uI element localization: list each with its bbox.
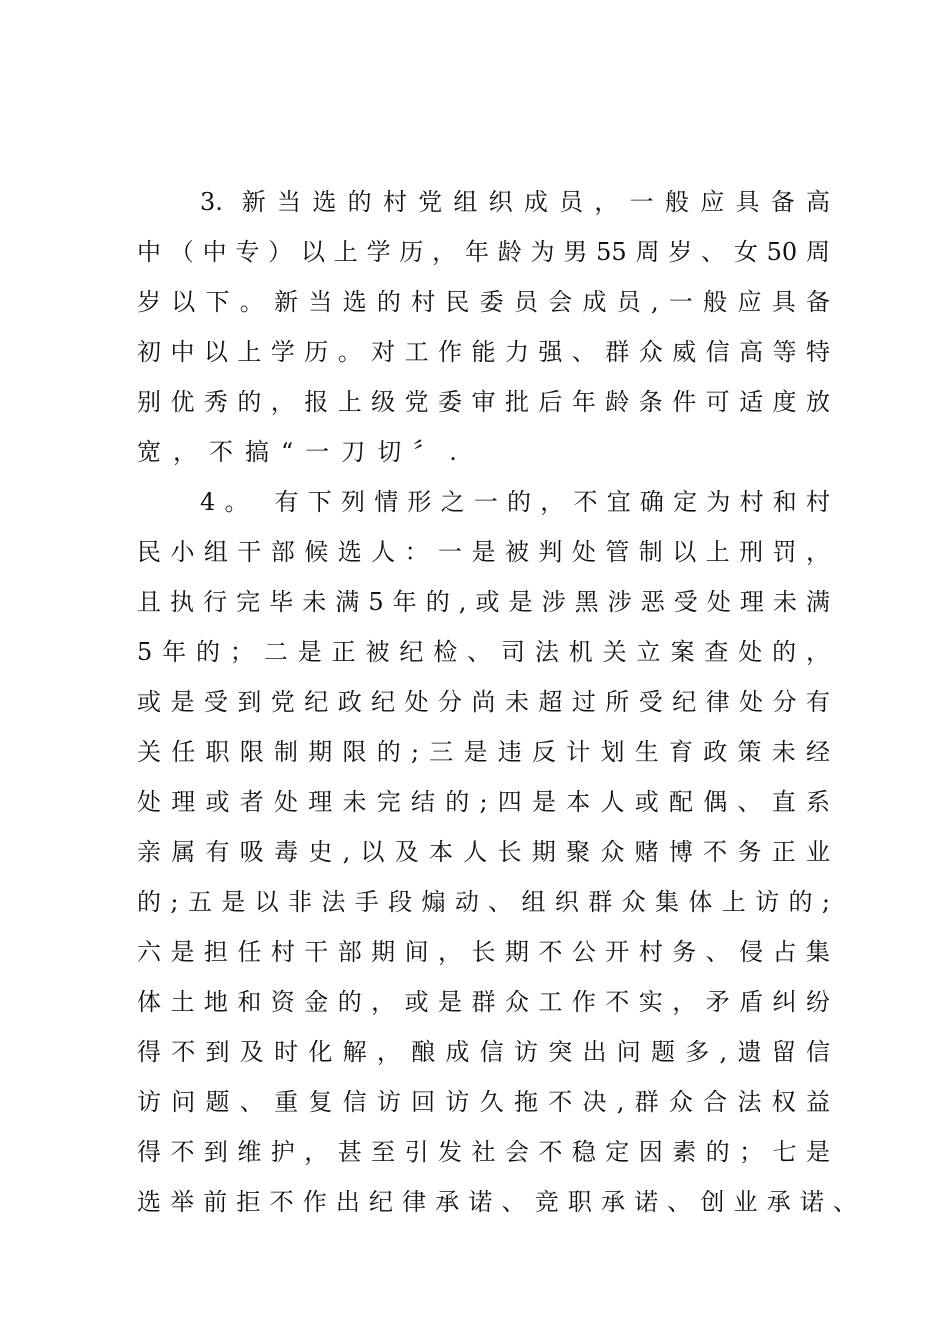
- paragraph-2-line-11: 体土地和资金的，或是群众工作不实，矛盾纠纷: [137, 988, 830, 1016]
- paragraph-2-line-9: 的;五是以非法手段煽动、组织群众集体上访的;: [137, 888, 830, 916]
- paragraph-2-line-10: 六是担任村干部期间，长期不公开村务、侵占集: [137, 938, 830, 966]
- paragraph-2-line-4: 5年的；二是正被纪检、司法机关立案查处的，: [137, 638, 830, 666]
- paragraph-1-line-5: 别优秀的，报上级党委审批后年龄条件可适度放: [137, 388, 830, 416]
- paragraph-1-line-3: 岁以下。新当选的村民委员会成员,一般应具备: [137, 288, 830, 316]
- paragraph-1-line-6: 宽，不搞“一刀切〞.: [137, 438, 469, 466]
- paragraph-1-line-4: 初中以上学历。对工作能力强、群众威信高等特: [137, 338, 830, 366]
- paragraph-1-line-1: 3. 新当选的村党组织成员，一般应具备高: [200, 188, 830, 216]
- paragraph-2-line-7: 处理或者处理未完结的;四是本人或配偶、直系: [137, 788, 830, 816]
- paragraph-2-line-8: 亲属有吸毒史,以及本人长期聚众赌博不务正业: [137, 838, 830, 866]
- paragraph-2-line-6: 关任职限制期限的;三是违反计划生育政策未经: [137, 738, 830, 766]
- paragraph-2-line-13: 访问题、重复信访回访久拖不决,群众合法权益: [137, 1088, 830, 1116]
- paragraph-2-line-5: 或是受到党纪政纪处分尚未超过所受纪律处分有: [137, 688, 830, 716]
- paragraph-2-line-15: 选举前拒不作出纪律承诺、竞职承诺、创业承诺、: [137, 1188, 857, 1216]
- paragraph-1-line-2: 中（中专）以上学历，年龄为男55周岁、女50周: [137, 238, 830, 266]
- paragraph-2-line-14: 得不到维护，甚至引发社会不稳定因素的；七是: [137, 1138, 830, 1166]
- paragraph-2-line-1: 4。 有下列情形之一的，不宜确定为村和村: [200, 488, 830, 516]
- paragraph-2-line-2: 民小组干部候选人：一是被判处管制以上刑罚，: [137, 538, 830, 566]
- paragraph-2-line-12: 得不到及时化解，酿成信访突出问题多,遗留信: [137, 1038, 830, 1066]
- paragraph-2-line-3: 且执行完毕未满5年的,或是涉黑涉恶受处理未满: [137, 588, 830, 616]
